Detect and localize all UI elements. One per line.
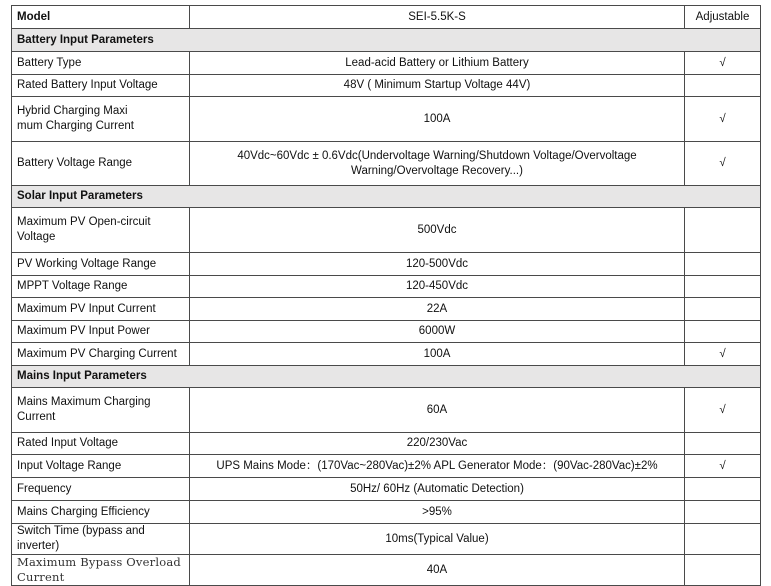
param-value: 22A <box>190 298 685 321</box>
param-label-line: Voltage <box>17 231 56 243</box>
param-label-line: Hybrid Charging Maxi <box>17 105 128 117</box>
adjustable-check <box>685 478 761 501</box>
model-label: Model <box>12 6 190 29</box>
table-row <box>12 555 761 586</box>
adjustable-check <box>685 208 761 253</box>
param-label-line: Mains Maximum Charging <box>17 396 151 408</box>
table-row <box>12 75 761 97</box>
table-row <box>12 253 761 276</box>
param-value-line: 40Vdc~60Vdc ± 0.6Vdc(Undervoltage Warning/Shutdown Voltage/Overvoltage <box>237 149 637 162</box>
adjustable-check <box>685 298 761 321</box>
table-row <box>12 142 761 186</box>
table-row <box>12 343 761 366</box>
param-label: Input Voltage Range <box>12 455 190 478</box>
param-value: 220/230Vac <box>190 433 685 455</box>
adjustable-check: √ <box>685 388 761 433</box>
model-value: SEI-5.5K-S <box>190 6 685 29</box>
spec-table <box>11 5 761 586</box>
param-value: >95% <box>190 501 685 524</box>
param-value: 60A <box>190 388 685 433</box>
table-row <box>12 276 761 298</box>
adjustable-check: √ <box>685 142 761 186</box>
param-label-line: Current <box>17 411 56 423</box>
param-label: Switch Time (bypass and inverter) <box>12 524 190 555</box>
param-value-line: Warning/Overvoltage Recovery...) <box>351 164 523 177</box>
param-value: 120-500Vdc <box>190 253 685 276</box>
param-label: MPPT Voltage Range <box>12 276 190 298</box>
adjustable-check <box>685 321 761 343</box>
param-value: 6000W <box>190 321 685 343</box>
param-value: 100A <box>190 343 685 366</box>
param-label: Battery Type <box>12 52 190 75</box>
param-label-line: mum Charging Current <box>17 120 134 132</box>
param-value: 100A <box>190 97 685 142</box>
adjustable-check <box>685 433 761 455</box>
adjustable-check <box>685 555 761 586</box>
table-row <box>12 208 761 253</box>
adjustable-check <box>685 75 761 97</box>
table-row <box>12 52 761 75</box>
section-title: Solar Input Parameters <box>12 186 761 208</box>
param-value: UPS Mains Mode：(170Vac~280Vac)±2% APL Generator Mode：(90Vac-280Vac)±2% <box>190 455 685 478</box>
param-label <box>12 388 190 433</box>
table-row <box>12 501 761 524</box>
section-solar <box>12 186 761 208</box>
param-label: Frequency <box>12 478 190 501</box>
param-label: Maximum PV Input Current <box>12 298 190 321</box>
adjustable-check <box>685 253 761 276</box>
param-label <box>12 208 190 253</box>
param-value: 40A <box>190 555 685 586</box>
param-label <box>12 97 190 142</box>
adjustable-check <box>685 501 761 524</box>
param-label: Battery Voltage Range <box>12 142 190 186</box>
param-label: Maximum PV Charging Current <box>12 343 190 366</box>
table-row <box>12 455 761 478</box>
param-value <box>190 142 685 186</box>
header-row <box>12 6 761 29</box>
section-title: Battery Input Parameters <box>12 29 761 52</box>
param-value: 500Vdc <box>190 208 685 253</box>
adjustable-check: √ <box>685 343 761 366</box>
param-label: Mains Charging Efficiency <box>12 501 190 524</box>
adjustable-check: √ <box>685 97 761 142</box>
table-row <box>12 388 761 433</box>
param-label: PV Working Voltage Range <box>12 253 190 276</box>
adjustable-check: √ <box>685 455 761 478</box>
adjustable-check <box>685 276 761 298</box>
table-row <box>12 298 761 321</box>
param-value: 48V ( Minimum Startup Voltage 44V) <box>190 75 685 97</box>
adjustable-header: Adjustable <box>685 6 761 29</box>
param-label: Maximum PV Input Power <box>12 321 190 343</box>
table-row <box>12 524 761 555</box>
param-label: Rated Battery Input Voltage <box>12 75 190 97</box>
adjustable-check <box>685 524 761 555</box>
section-mains <box>12 366 761 388</box>
adjustable-check: √ <box>685 52 761 75</box>
table-row <box>12 478 761 501</box>
section-title: Mains Input Parameters <box>12 366 761 388</box>
table-row <box>12 97 761 142</box>
param-label: Rated Input Voltage <box>12 433 190 455</box>
param-value: Lead-acid Battery or Lithium Battery <box>190 52 685 75</box>
param-label: Maximum Bypass Overload Current <box>12 555 190 586</box>
param-value: 120-450Vdc <box>190 276 685 298</box>
table-row <box>12 433 761 455</box>
param-value: 10ms(Typical Value) <box>190 524 685 555</box>
section-battery <box>12 29 761 52</box>
table-row <box>12 321 761 343</box>
param-label-line: Maximum PV Open-circuit <box>17 216 151 228</box>
param-value: 50Hz/ 60Hz (Automatic Detection) <box>190 478 685 501</box>
